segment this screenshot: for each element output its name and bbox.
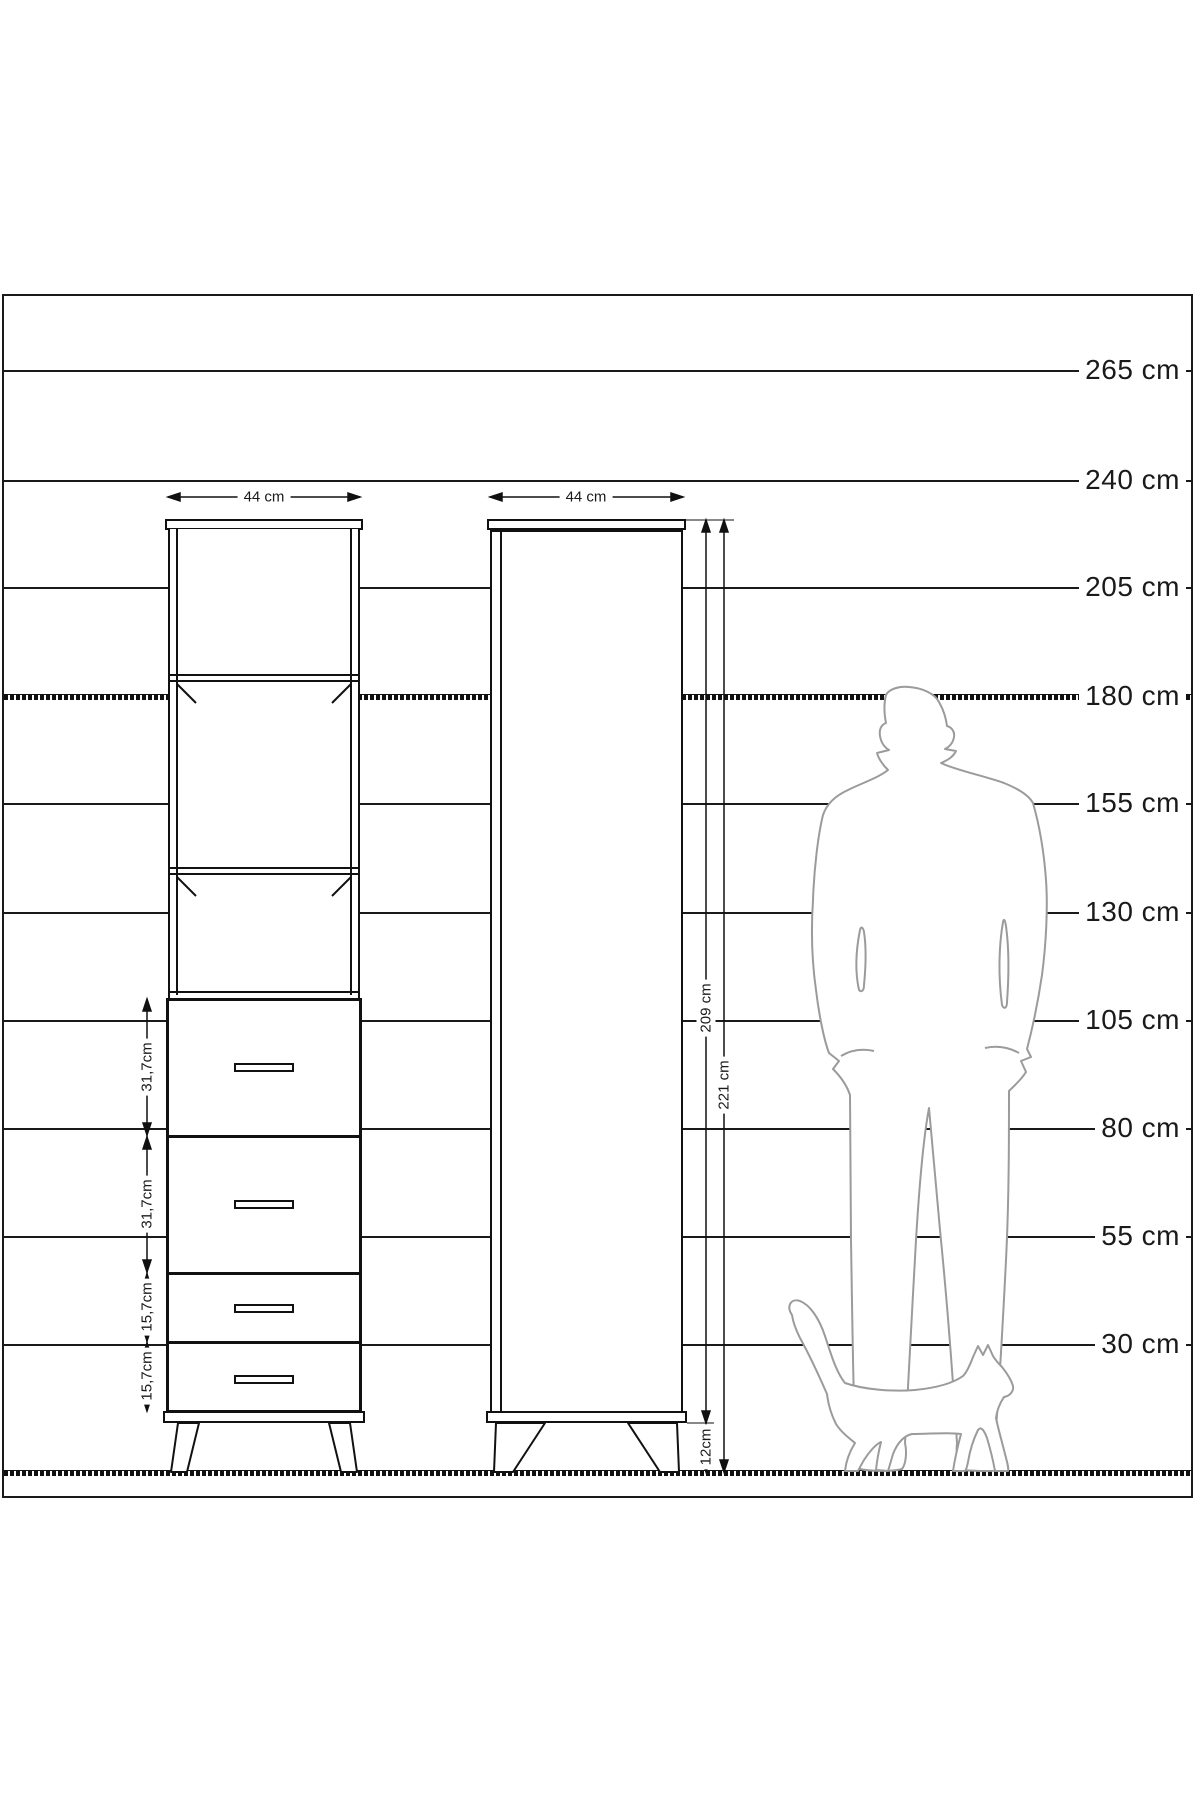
grid-label-155: 155 cm	[1079, 786, 1186, 820]
grid-label-30: 30 cm	[1095, 1327, 1186, 1361]
grid-label-80: 80 cm	[1095, 1111, 1186, 1145]
leg-height-label: 12cm	[697, 1425, 716, 1470]
grid-label-105: 105 cm	[1079, 1003, 1186, 1037]
grid-label-205: 205 cm	[1079, 570, 1186, 604]
right-cabinet-leg-left	[494, 1423, 545, 1472]
grid-label-180: 180 cm	[1079, 679, 1186, 713]
left-cabinet-width-label: 44 cm	[238, 489, 291, 506]
body-height-label: 209 cm	[697, 979, 716, 1036]
drawer-dim-4: 15,7cm	[138, 1347, 157, 1404]
dimension-lines	[143, 493, 734, 1472]
total-height-label: 221 cm	[715, 1056, 734, 1113]
grid-label-130: 130 cm	[1079, 895, 1186, 929]
left-cabinet-leg-left	[171, 1423, 199, 1472]
grid-label-265: 265 cm	[1079, 353, 1186, 387]
grid-label-55: 55 cm	[1095, 1219, 1186, 1253]
drawer-dim-1: 31,7cm	[138, 1038, 157, 1095]
right-cabinet-width-label: 44 cm	[560, 489, 613, 506]
left-cabinet-leg-right	[329, 1423, 357, 1472]
man-silhouette	[812, 687, 1047, 1471]
shelf-braces	[177, 684, 351, 896]
drawer-dim-2: 31,7cm	[138, 1175, 157, 1232]
cabinet-legs	[171, 1423, 679, 1472]
grid-label-240: 240 cm	[1079, 463, 1186, 497]
right-cabinet-leg-right	[628, 1423, 679, 1472]
drawer-dim-3: 15,7cm	[138, 1278, 157, 1335]
